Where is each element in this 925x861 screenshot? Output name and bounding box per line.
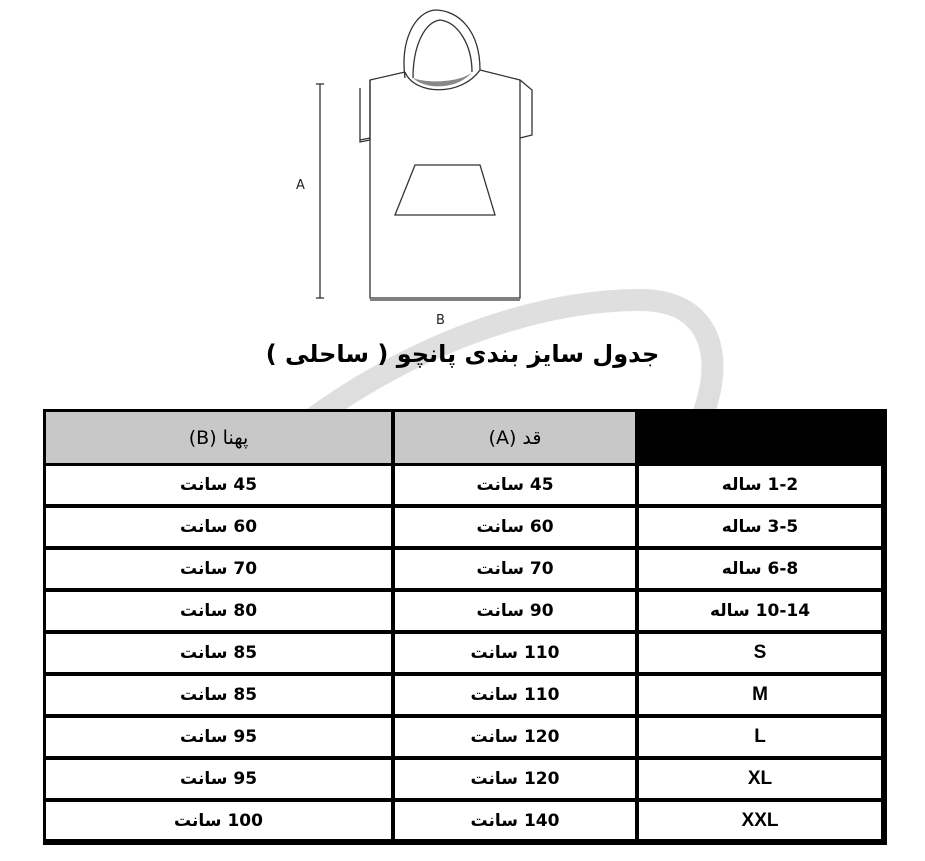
- cell-width: 85 سانت: [46, 676, 391, 714]
- cell-length: 45 سانت: [395, 466, 635, 504]
- cell-length: 110 سانت: [395, 676, 635, 714]
- dimension-label-b: B: [436, 313, 445, 328]
- cell-length: 70 سانت: [395, 550, 635, 588]
- header-corner: [639, 412, 881, 463]
- cell-width: 70 سانت: [46, 550, 391, 588]
- cell-size: S: [639, 634, 881, 672]
- cell-size: XXL: [639, 802, 881, 839]
- cell-length: 140 سانت: [395, 802, 635, 839]
- cell-width: 45 سانت: [46, 466, 391, 504]
- header-length: قد (A): [395, 412, 635, 463]
- cell-size: 10-14 ساله: [639, 592, 881, 630]
- cell-length: 110 سانت: [395, 634, 635, 672]
- cell-length: 90 سانت: [395, 592, 635, 630]
- cell-width: 100 سانت: [46, 802, 391, 839]
- cell-length: 60 سانت: [395, 508, 635, 546]
- header-width: پهنا (B): [46, 412, 391, 463]
- cell-size: L: [639, 718, 881, 756]
- cell-width: 95 سانت: [46, 718, 391, 756]
- cell-size: 3-5 ساله: [639, 508, 881, 546]
- cell-size: M: [639, 676, 881, 714]
- cell-width: 85 سانت: [46, 634, 391, 672]
- cell-size: 1-2 ساله: [639, 466, 881, 504]
- cell-size: 6-8 ساله: [639, 550, 881, 588]
- cell-length: 120 سانت: [395, 760, 635, 798]
- size-table: [43, 409, 887, 845]
- cell-width: 95 سانت: [46, 760, 391, 798]
- page-title: جدول سایز بندی پانچو ( ساحلی ): [265, 340, 660, 368]
- cell-length: 120 سانت: [395, 718, 635, 756]
- cell-width: 80 سانت: [46, 592, 391, 630]
- cell-width: 60 سانت: [46, 508, 391, 546]
- dimension-label-a: A: [296, 178, 305, 193]
- poncho-diagram: [290, 0, 580, 335]
- cell-size: XL: [639, 760, 881, 798]
